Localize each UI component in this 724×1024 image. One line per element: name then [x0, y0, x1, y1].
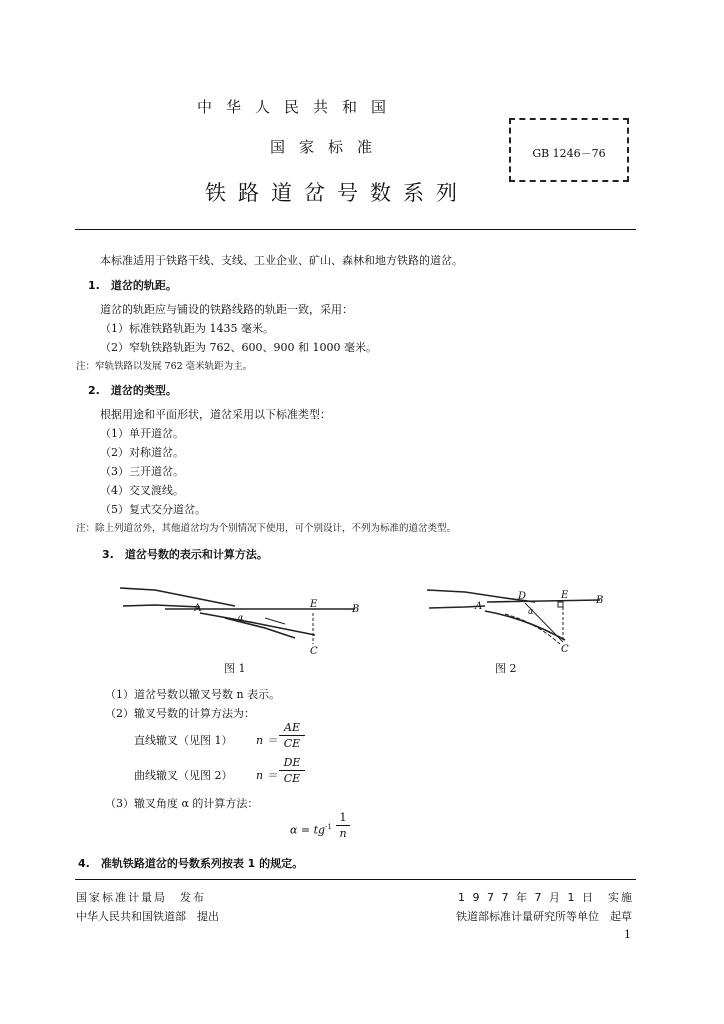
figure-1-caption: 图 1 [224, 662, 246, 675]
curved-frog-numerator: DE [283, 756, 301, 769]
section-2-item: （4）交叉渡线。 [100, 484, 184, 497]
figure-2-diagram [425, 578, 610, 658]
section-1-item: （2）窄轨铁路轨距为 762、600、900 和 1000 毫米。 [100, 341, 377, 354]
figure-2-caption: 图 2 [495, 662, 517, 675]
curved-frog-label: 曲线辙叉（见图 2） [134, 769, 233, 782]
section-1-heading: 1. 道岔的轨距。 [88, 279, 177, 292]
section-2-note: 注：除上列道岔外，其他道岔均为个别情况下使用，可个别设计，不列为标准的道岔类型。 [76, 523, 457, 534]
header-divider [75, 229, 636, 230]
footer-proposer: 中华人民共和国铁道部 提出 [76, 910, 219, 923]
angle-formula-fraction [336, 811, 350, 840]
figure-2-label-d: D [518, 591, 527, 602]
page-title: 铁路道岔号数系列 [205, 181, 469, 205]
section-3-item: （1）道岔号数以辙叉号数 n 表示。 [105, 688, 281, 701]
figure-2-label-e: E [561, 590, 569, 601]
curved-frog-fraction [279, 756, 305, 785]
straight-frog-fraction [279, 721, 305, 750]
section-2-item: （3）三开道岔。 [100, 465, 184, 478]
straight-frog-numerator: AE [284, 721, 300, 734]
footer-divider [75, 879, 636, 880]
straight-frog-denominator: CE [283, 737, 301, 750]
section-2-item: （2）对称道岔。 [100, 446, 184, 459]
section-2-item: （1）单开道岔。 [100, 427, 184, 440]
section-2-para: 根据用途和平面形状，道岔采用以下标准类型： [100, 408, 331, 421]
header-standard-type: 国家标准 [270, 138, 387, 156]
page-number: 1 [624, 928, 631, 941]
fraction-bar [279, 770, 305, 771]
figure-1-label-b: B [352, 604, 360, 615]
curved-frog-lhs: n ＝ [256, 769, 278, 782]
figure-1-label-e: E [310, 599, 318, 610]
fraction-bar [336, 825, 350, 826]
header-country: 中华人民共和国 [197, 98, 401, 116]
figure-1-diagram [115, 578, 365, 658]
angle-formula-base: α = tg [290, 823, 326, 837]
standard-number-box [509, 118, 629, 182]
section-2-item: （5）复式交分道岔。 [100, 503, 206, 516]
angle-formula-exponent: -1 [325, 823, 332, 831]
straight-frog-lhs: n ＝ [256, 734, 278, 747]
figure-2-label-a: A [475, 601, 483, 612]
curved-frog-denominator: CE [283, 772, 301, 785]
footer-issuer: 国家标准计量局 发布 [76, 891, 206, 904]
section-1-note: 注：窄轨铁路以发展 762 毫米轨距为主。 [76, 361, 253, 372]
footer-drafter: 铁道部标准计量研究所等单位 起草 [456, 910, 632, 923]
fraction-bar [279, 735, 305, 736]
section-2-heading: 2. 道岔的类型。 [88, 384, 177, 397]
angle-formula-numerator: 1 [339, 811, 347, 824]
figure-2-label-c: C [561, 644, 569, 655]
figure-1-label-c: C [310, 646, 318, 657]
section-3-item: （2）辙叉号数的计算方法为： [105, 707, 255, 720]
section-4-heading: 4. 准轨铁路道岔的号数系列按表 1 的规定。 [78, 857, 304, 870]
straight-frog-label: 直线辙叉（见图 1） [134, 734, 233, 747]
figure-2-label-alpha: α [528, 607, 534, 616]
figure-1-label-a: A [194, 603, 202, 614]
footer-effective-date: 1 9 7 7 年 7 月 1 日 实施 [458, 891, 634, 904]
section-1-item: （1）标准铁路轨距为 1435 毫米。 [100, 322, 274, 335]
figure-1-label-alpha: α [238, 613, 244, 622]
section-3-item: （3）辙叉角度 α 的计算方法： [105, 797, 259, 810]
angle-formula-lhs [290, 823, 332, 837]
angle-formula-denominator: n [339, 827, 347, 840]
standard-number: GB 1246－76 [532, 147, 606, 160]
section-1-para: 道岔的轨距应与铺设的铁路线路的轨距一致，采用： [100, 303, 353, 316]
intro-paragraph: 本标准适用于铁路干线、支线、工业企业、矿山、森林和地方铁路的道岔。 [100, 254, 463, 267]
section-3-heading: 3. 道岔号数的表示和计算方法。 [102, 548, 268, 561]
figure-2-label-b: B [596, 595, 604, 606]
